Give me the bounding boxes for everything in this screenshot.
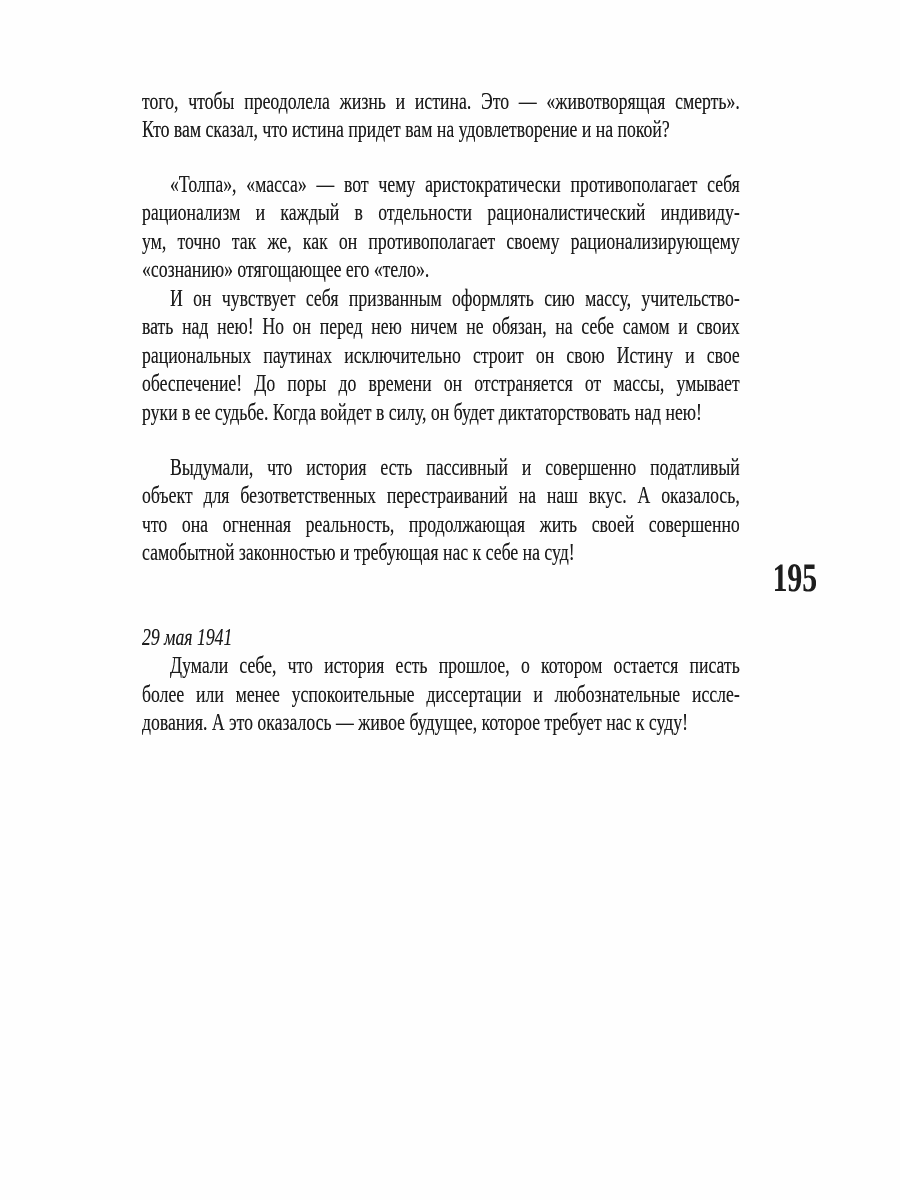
- text-line: рационализм и каждый в отдельности рационалистический индивиду-: [142, 200, 740, 227]
- text-line: что она огненная реальность, продолжающая жить своей совершенно: [142, 511, 740, 538]
- paragraph: [142, 88, 740, 145]
- paragraph: [142, 454, 740, 568]
- paragraph: [142, 652, 740, 737]
- text-line: вать над нею! Но он перед нею ничем не обязан, на себе самом и своих: [142, 314, 740, 341]
- text-line: ум, точно так же, как он противополагает своему рационализирующему: [142, 228, 740, 255]
- page-number: 195: [772, 555, 817, 600]
- text-line: руки в ее судьбе. Когда войдет в силу, он будет диктаторствовать над нею!: [142, 399, 702, 426]
- text-line: того, чтобы преодолела жизнь и истина. Это — «животворящая смерть».: [142, 89, 740, 115]
- text-line: Кто вам сказал, что истина придет вам на удовлетворение и на покой?: [142, 117, 670, 144]
- paragraph: [142, 171, 740, 285]
- paragraph: [142, 285, 740, 427]
- text-line: рациональных паутинах исключительно строит он свою Истину и свое: [142, 342, 740, 369]
- text-column: [142, 88, 740, 738]
- date-line: 29 мая 1941: [142, 624, 233, 651]
- text-line: Выдумали, что история есть пассивный и совершенно податливый: [170, 454, 740, 481]
- text-line: «Толпа», «масса» — вот чему аристократически противополагает себя: [170, 171, 740, 198]
- text-line: более или менее успокоительные диссертации и любознательные иссле-: [142, 681, 740, 708]
- text-line: дования. А это оказалось — живое будущее, которое требует нас к суду!: [142, 710, 688, 737]
- text-line: «сознанию» отягощающее его «тело».: [142, 257, 430, 284]
- text-line: самобытной законностью и требующая нас к себе на суд!: [142, 540, 575, 567]
- text-line: И он чувствует себя призванным оформлять сию массу, учительство-: [170, 285, 740, 312]
- text-line: объект для безответственных перестраиваний на наш вкус. А оказалось,: [142, 483, 740, 510]
- text-line: Думали себе, что история есть прошлое, о котором остается писать: [170, 653, 740, 680]
- text-line: обеспечение! До поры до времени он отстраняется от массы, умывает: [142, 371, 740, 398]
